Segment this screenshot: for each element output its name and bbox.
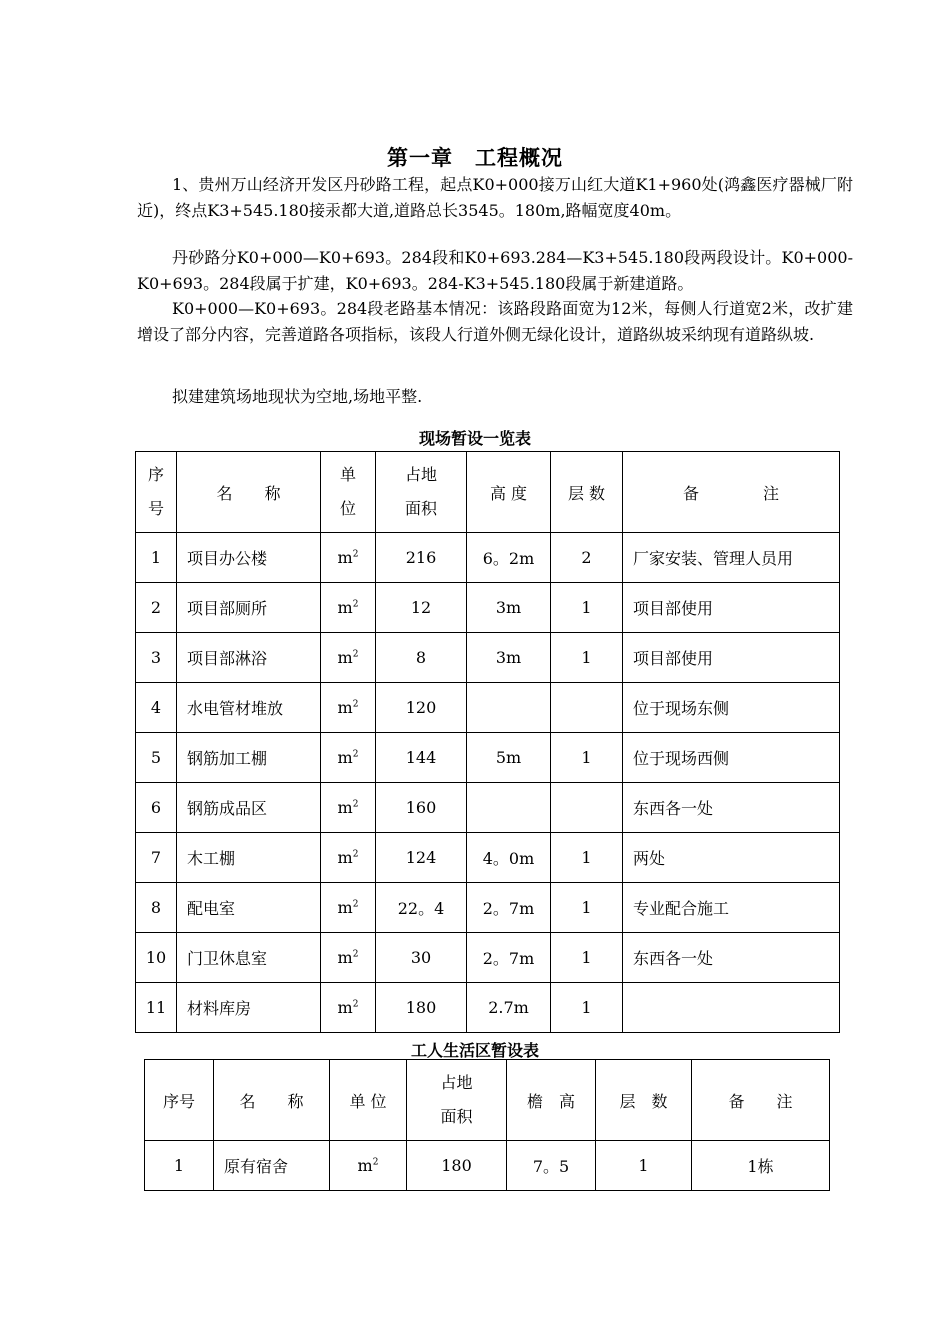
cell-height: 2。7m	[467, 933, 551, 983]
table-row	[136, 583, 840, 633]
cell-remark: 位于现场西侧	[623, 733, 840, 783]
cell-height: 3m	[467, 583, 551, 633]
cell-remark	[623, 983, 840, 1033]
cell-no: 8	[136, 883, 177, 933]
cell-floors	[551, 683, 623, 733]
cell-floors: 1	[551, 883, 623, 933]
table-row	[136, 733, 840, 783]
header-remark: 备 注	[692, 1060, 830, 1141]
cell-area: 12	[376, 583, 467, 633]
cell-name: 材料库房	[177, 983, 321, 1033]
header-remark: 备 注	[623, 452, 840, 533]
cell-unit: $m^2$	[321, 933, 376, 983]
cell-no: 3	[136, 633, 177, 683]
cell-unit: $m^2$	[321, 733, 376, 783]
cell-no: 4	[136, 683, 177, 733]
header-height: 高 度	[467, 452, 551, 533]
cell-unit: $m^2$	[321, 533, 376, 583]
cell-area: 180	[407, 1141, 507, 1191]
cell-name: 门卫休息室	[177, 933, 321, 983]
cell-height: 7。5	[507, 1141, 596, 1191]
cell-no: 5	[136, 733, 177, 783]
cell-name: 木工棚	[177, 833, 321, 883]
table1-caption: 现场暂设一览表	[418, 429, 531, 448]
cell-no: 1	[145, 1141, 214, 1191]
cell-remark: 东西各一处	[623, 933, 840, 983]
header-no: 序号	[145, 1060, 214, 1141]
cell-area: 30	[376, 933, 467, 983]
cell-unit: $m^2$	[321, 683, 376, 733]
header-area: 占地 面积	[376, 452, 467, 533]
table2-caption: 工人生活区暂设表	[410, 1041, 539, 1060]
cell-floors: 1	[551, 633, 623, 683]
cell-area: 124	[376, 833, 467, 883]
table-row	[136, 933, 840, 983]
paragraph-4: 拟建建筑场地现状为空地,场地平整.	[172, 387, 423, 406]
worker-living-table	[144, 1059, 830, 1191]
header-no: 序 号	[136, 452, 177, 533]
cell-floors: 2	[551, 533, 623, 583]
cell-name: 项目部厕所	[177, 583, 321, 633]
table-row	[136, 833, 840, 883]
cell-unit: $m^2$	[321, 883, 376, 933]
cell-no: 2	[136, 583, 177, 633]
cell-area: 180	[376, 983, 467, 1033]
cell-floors: 1	[551, 583, 623, 633]
cell-remark: 专业配合施工	[623, 883, 840, 933]
cell-floors: 1	[551, 983, 623, 1033]
cell-height: 5m	[467, 733, 551, 783]
cell-no: 6	[136, 783, 177, 833]
cell-no: 7	[136, 833, 177, 883]
cell-remark: 项目部使用	[623, 583, 840, 633]
cell-area: 216	[376, 533, 467, 583]
cell-floors: 1	[551, 933, 623, 983]
table-row	[136, 783, 840, 833]
table-row	[136, 533, 840, 583]
table-row	[136, 983, 840, 1033]
cell-remark: 项目部使用	[623, 633, 840, 683]
cell-height	[467, 783, 551, 833]
table1-header-row	[136, 452, 840, 533]
paragraph-3: K0+000—K0+693。284段老路基本情况：该路段路面宽为12米，每侧人行道宽2米，改扩建增设了部分内容，完善道路各项指标，该段人行道外侧无绿化设计，道路纵坡采纳现有道路纵坡.	[137, 299, 853, 344]
paragraph-2: 丹砂路分K0+000—K0+693。284段和K0+693.284—K3+545.180段两段设计。K0+000-K0+693。284段属于扩建，K0+693。284-K3+545.180段属于新建道路。	[137, 248, 853, 293]
table-row	[136, 683, 840, 733]
cell-unit: $m^2$	[321, 983, 376, 1033]
cell-floors: 1	[596, 1141, 692, 1191]
cell-floors: 1	[551, 733, 623, 783]
cell-remark: 厂家安装、管理人员用	[623, 533, 840, 583]
cell-area: 120	[376, 683, 467, 733]
cell-name: 钢筋加工棚	[177, 733, 321, 783]
cell-unit: $m^2$	[321, 783, 376, 833]
cell-height: 3m	[467, 633, 551, 683]
cell-unit: $m^2$	[321, 633, 376, 683]
cell-height: 2.7m	[467, 983, 551, 1033]
cell-area: 160	[376, 783, 467, 833]
cell-no: 10	[136, 933, 177, 983]
cell-height: 6。2m	[467, 533, 551, 583]
cell-no: 1	[136, 533, 177, 583]
cell-height: 2。7m	[467, 883, 551, 933]
paragraph-1: 1、贵州万山经济开发区丹砂路工程，起点K0+000接万山红大道K1+960处(鸿鑫医疗器械厂附近)，终点K3+545.180接汞都大道,道路总长3545。180m,路幅宽度40m。	[137, 175, 853, 220]
header-height: 檐 高	[507, 1060, 596, 1141]
cell-name: 水电管材堆放	[177, 683, 321, 733]
cell-area: 144	[376, 733, 467, 783]
cell-floors	[551, 783, 623, 833]
cell-unit: $m^2$	[330, 1141, 407, 1191]
cell-height: 4。0m	[467, 833, 551, 883]
header-floors: 层 数	[596, 1060, 692, 1141]
chapter-title: 第一章 工程概况	[387, 146, 563, 170]
cell-no: 11	[136, 983, 177, 1033]
header-name: 名 称	[177, 452, 321, 533]
table-row	[136, 633, 840, 683]
cell-name: 钢筋成品区	[177, 783, 321, 833]
cell-remark: 位于现场东侧	[623, 683, 840, 733]
cell-name: 配电室	[177, 883, 321, 933]
header-area: 占地 面积	[407, 1060, 507, 1141]
cell-remark: 1栋	[692, 1141, 830, 1191]
site-facilities-table	[135, 451, 840, 1033]
cell-unit: $m^2$	[321, 833, 376, 883]
cell-name: 原有宿舍	[214, 1141, 330, 1191]
cell-area: 22。4	[376, 883, 467, 933]
cell-area: 8	[376, 633, 467, 683]
table2-header-row	[145, 1060, 830, 1141]
header-unit: 单 位	[330, 1060, 407, 1141]
cell-floors: 1	[551, 833, 623, 883]
cell-height	[467, 683, 551, 733]
header-unit: 单 位	[321, 452, 376, 533]
table-row	[136, 883, 840, 933]
cell-name: 项目办公楼	[177, 533, 321, 583]
header-name: 名 称	[214, 1060, 330, 1141]
header-floors: 层 数	[551, 452, 623, 533]
table-row	[145, 1141, 830, 1191]
cell-name: 项目部淋浴	[177, 633, 321, 683]
cell-remark: 两处	[623, 833, 840, 883]
cell-unit: $m^2$	[321, 583, 376, 633]
cell-remark: 东西各一处	[623, 783, 840, 833]
